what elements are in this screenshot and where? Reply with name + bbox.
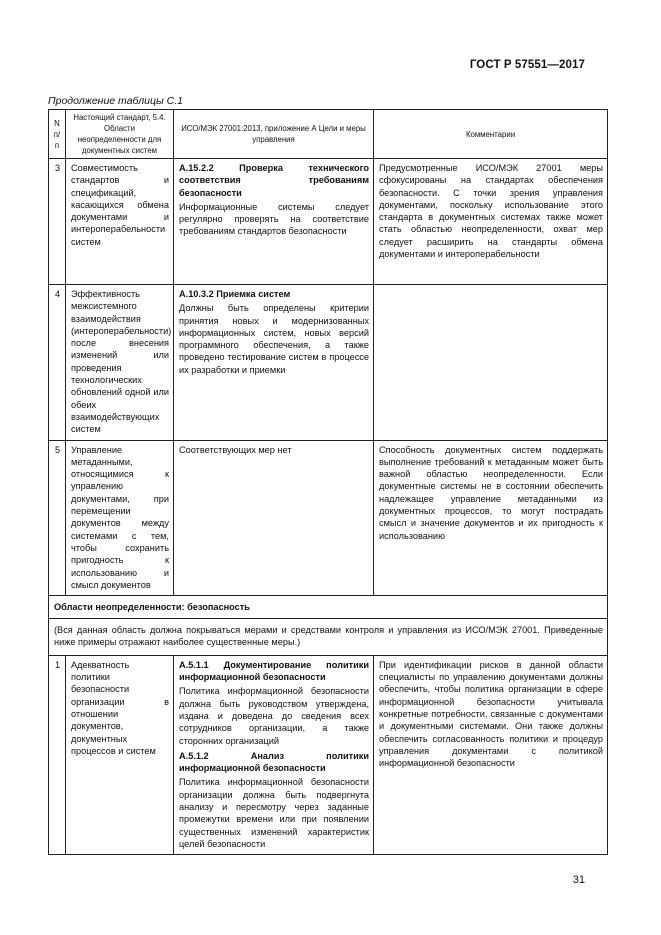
table-caption: Продолжение таблицы С.1 — [48, 95, 183, 107]
header-iso: ИСО/МЭК 27001:2013, приложение А Цели и меры управления — [174, 110, 374, 159]
uncertainty-area: Эффективность межсистемного взаимодействия (интероперабельности) после внесения изменений или проведения технологических обновлений одной или обеих взаимодействующих систем — [66, 285, 174, 441]
table-row — [49, 159, 608, 285]
control-cell — [174, 655, 374, 854]
control-heading: А.5.1.2 Анализ политики информационной безопасности — [179, 750, 369, 774]
table-row — [49, 285, 608, 441]
header-comments: Комментарии — [374, 110, 608, 159]
control-heading: А.5.1.1 Документирование политики информационной безопасности — [179, 659, 369, 683]
control-text: Информационные системы следует регулярно проверять на соответствие требованиям стандартов безопасности — [179, 201, 369, 237]
page-number: 31 — [572, 874, 585, 886]
uncertainty-area: Адекватность политики безопасности организации в отношении документов, документных процессов и систем — [66, 655, 174, 854]
uncertainty-area: Совместимость стандартов и спецификаций, касающихся обмена документами и интероперабельности систем — [66, 159, 174, 285]
row-number: 4 — [49, 285, 66, 441]
section-title-row — [49, 596, 608, 619]
comment-cell: Предусмотренные ИСО/МЭК 27001 меры сфокусированы на стандартах обеспечения безопасности. С точки зрения управления документами, поскольку использование этого стандарта в документных системах также может стать областью неопределенности, охват мер следует расширить на стандарты обмена документами и интероперабельности — [374, 159, 608, 285]
header-standard: Настоящий стандарт, 5.4. Области неопределенности для документных систем — [66, 110, 174, 159]
row-number: 1 — [49, 655, 66, 854]
comment-cell — [374, 285, 608, 441]
table-row — [49, 655, 608, 854]
row-number: 5 — [49, 440, 66, 596]
control-text: Политика информационной безопасности должна быть руководством утверждена, издана и доведена до сведения всех сотрудников организации, а также сторонних организаций — [179, 686, 369, 746]
control-text: Политика информационной безопасности организации должна быть подвергнута анализу и пересмотру через заданные промежутки времени или при появлении существенных изменений характеристик целей безопасности — [179, 777, 369, 849]
control-heading: А.10.3.2 Приемка систем — [179, 289, 291, 299]
table-row — [49, 440, 608, 596]
uncertainty-area: Управление метаданными, относящимися к управлению документами, при перемещении документов между системами с тем, чтобы сохранить пригодность к использованию и смысл документов — [66, 440, 174, 596]
control-heading: А.15.2.2 Проверка технического соответствия требованиям безопасности — [179, 163, 369, 198]
control-cell — [174, 285, 374, 441]
comment-cell: Способность документных систем поддержать выполнение требований к метаданным может быть важной областью неопределенности. Если документные системы не в состоянии обеспечить надлежащее управление метаданными из документных процессов, то могут пострадать смысл и значение документов и их пригодность к использованию — [374, 440, 608, 596]
control-text: Должны быть определены критерии принятия новых и модернизованных информационных систем, новых версий программного обеспечения, а также проведено тестирование систем в процессе их разработки и приемки — [179, 303, 369, 375]
section-note: (Вся данная область должна покрываться мерами и средствами контроля и управления из ИСО/МЭК 27001. Приведенные ниже примеры отражают наиболее существенные меры.) — [49, 619, 608, 656]
control-cell: Соответствующих мер нет — [174, 440, 374, 596]
standards-table — [48, 109, 608, 855]
section-note-row — [49, 619, 608, 656]
table-header-row — [49, 110, 608, 159]
document-code: ГОСТ Р 57551—2017 — [469, 59, 585, 71]
row-number: 3 — [49, 159, 66, 285]
section-title: Области неопределенности: безопасность — [49, 596, 608, 619]
comment-cell: При идентификации рисков в данной области специалисты по управлению документами должны обеспечить, чтобы политика организации в сфере информационной безопасности учитывала конкретные потребности, связанные с документами и документными системами. Они также должны обеспечить согласованность политики и процедур управления документами с политикой информационной безопасности — [374, 655, 608, 854]
control-cell — [174, 159, 374, 285]
header-num: N п/п — [49, 110, 66, 159]
